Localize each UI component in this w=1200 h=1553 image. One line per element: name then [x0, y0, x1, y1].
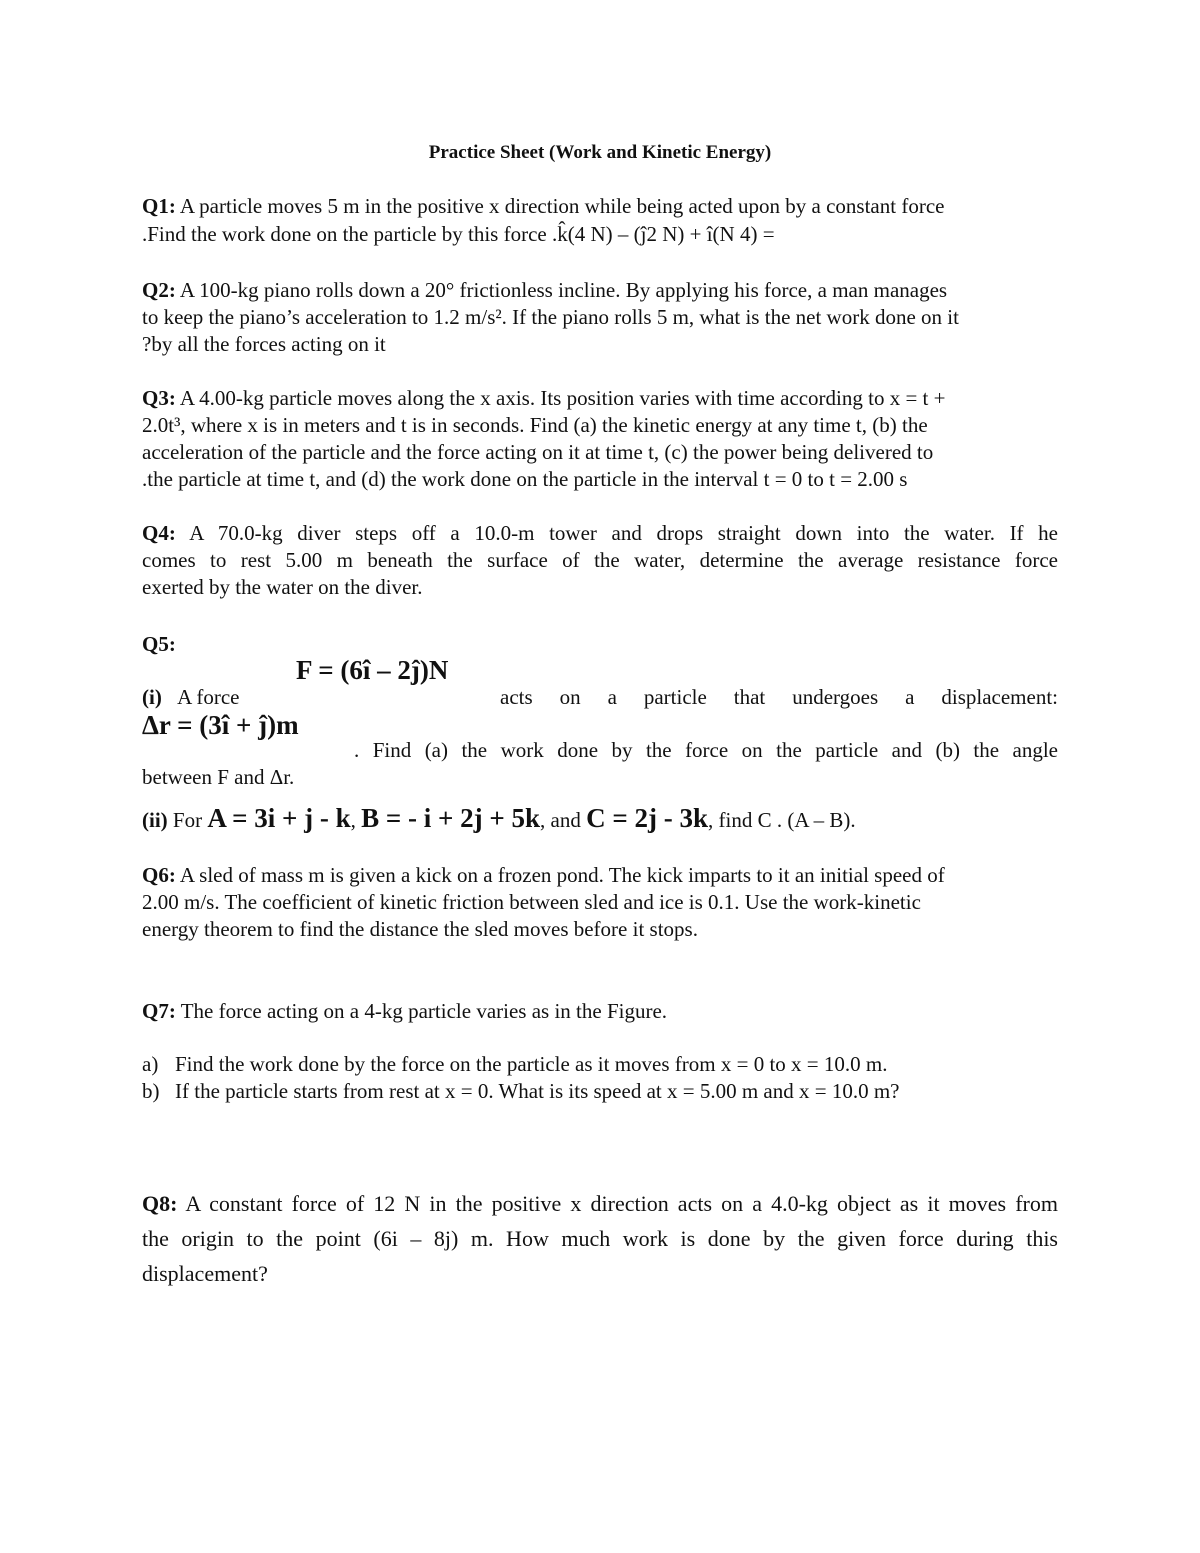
q3-text-2: 2.0t³, where x is in meters and t is in seconds. Find (a) the kinetic energy at any time t, (b) the — [142, 413, 928, 437]
q7-intro: The force acting on a 4-kg particle varies as in the Figure. — [180, 999, 668, 1023]
page-title: Practice Sheet (Work and Kinetic Energy) — [428, 142, 772, 163]
q5-part-i-text-2: acts on a particle that undergoes a displacement: — [500, 685, 1058, 709]
q1-line-1 — [142, 193, 1058, 220]
q3-text-3: acceleration of the particle and the force acting on it at time t, (c) the power being delivered to — [142, 440, 934, 464]
vector-a-equation: A = 3i + j - k — [207, 803, 351, 833]
q4-line-1 — [142, 520, 1058, 547]
q6-line-1 — [142, 862, 1058, 889]
q5-part-i-text-4: between F and Δr. — [142, 765, 295, 789]
q3-line-4 — [142, 466, 1058, 493]
q7-a-text: Find the work done by the force on the particle as it moves from x = 0 to x = 10.0 m. — [175, 1052, 888, 1076]
q6-line-3 — [142, 916, 1058, 943]
q8-line-3 — [142, 1256, 1058, 1291]
displacement-equation: Δr = (3î + ĵ)m — [142, 710, 299, 740]
q3-line-3 — [142, 439, 1058, 466]
q1-label: Q1: — [142, 194, 176, 218]
q5-part-i-label: (i) — [142, 685, 162, 709]
q3-label: Q3: — [142, 386, 176, 410]
q3-line-1 — [142, 385, 1058, 412]
q5-part-i-text-3: . Find (a) the work done by the force on the particle and (b) the angle — [354, 738, 1058, 762]
q5-part-ii-for: For — [172, 808, 203, 832]
q8-text-2: the origin to the point (6i – 8j) m. How much work is done by the given force during this — [142, 1226, 1058, 1251]
q4-line-3 — [142, 574, 1058, 601]
q2-line-1 — [142, 277, 1058, 304]
q5-part-i-line-2 — [354, 737, 1058, 764]
q4-line-2 — [142, 547, 1058, 574]
q8-line-1 — [142, 1186, 1058, 1221]
q2-text-1: A 100-kg piano rolls down a 20° frictionless incline. By applying his force, a man manages — [179, 278, 948, 302]
q5-part-i-text-1: A force — [177, 685, 240, 709]
q6-text-1: A sled of mass m is given a kick on a frozen pond. The kick imparts to it an initial speed of — [179, 863, 945, 887]
q5-part-ii-find: find C . (A – B). — [718, 808, 856, 832]
q5-part-ii-and: and — [550, 808, 581, 832]
q5-part-i-line-1b — [500, 684, 1058, 711]
q7-b-text: If the particle starts from rest at x = 0. What is its speed at x = 5.00 m and x = 10.0 m? — [175, 1079, 900, 1103]
q8-label: Q8: — [142, 1191, 178, 1216]
q2-text-2: to keep the piano’s acceleration to 1.2 m/s². If the piano rolls 5 m, what is the net work done on it — [142, 305, 959, 329]
q7-b-label: b) — [142, 1079, 160, 1103]
q1-text-1: A particle moves 5 m in the positive x direction while being acted upon by a constant force — [179, 194, 945, 218]
q3-text-4: .the particle at time t, and (d) the work done on the particle in the interval t = 0 to t = 2.00 s — [142, 467, 908, 491]
vector-c-equation: C = 2j - 3k — [586, 803, 709, 833]
q5-label: Q5: — [142, 632, 176, 656]
q3-text-1: A 4.00-kg particle moves along the x axis. Its position varies with time according to x = t + — [179, 386, 946, 410]
q7-a-label: a) — [142, 1052, 159, 1076]
q7-label: Q7: — [142, 999, 176, 1023]
q8-text-3: displacement? — [142, 1261, 268, 1286]
q2-text-3: ?by all the forces acting on it — [142, 332, 386, 356]
q2-line-2 — [142, 304, 1058, 331]
q1-line-2 — [142, 221, 1058, 248]
q5-line-label — [142, 631, 1058, 658]
q1-text-2: .Find the work done on the particle by this force .k̂(4 N) – (ĵ2 N) + î(N 4) = — [142, 222, 775, 246]
q2-label: Q2: — [142, 278, 176, 302]
q7-item-a — [142, 1051, 1058, 1078]
q6-line-2 — [142, 889, 1058, 916]
vector-b-equation: B = - i + 2j + 5k — [361, 803, 541, 833]
q4-label: Q4: — [142, 521, 176, 545]
q6-text-2: 2.00 m/s. The coefficient of kinetic friction between sled and ice is 0.1. Use the work-kinetic — [142, 890, 921, 914]
q6-text-3: energy theorem to find the distance the sled moves before it stops. — [142, 917, 698, 941]
q6-label: Q6: — [142, 863, 176, 887]
q7-item-b — [142, 1078, 1058, 1105]
q8-line-2 — [142, 1221, 1058, 1256]
q4-text-2: comes to rest 5.00 m beneath the surface of the water, determine the average resistance force — [142, 548, 1058, 572]
q3-line-2 — [142, 412, 1058, 439]
force-equation: F = (6î – 2ĵ)N — [296, 655, 449, 685]
q7-line-intro — [142, 998, 1058, 1025]
q8-text-1: A constant force of 12 N in the positive x direction acts on a 4.0-kg object as it moves from — [185, 1191, 1058, 1216]
q5-part-i-line-3 — [142, 764, 1058, 791]
q2-line-3 — [142, 331, 1058, 358]
q5-part-ii-label: (ii) — [142, 808, 168, 832]
q4-text-1: A 70.0-kg diver steps off a 10.0-m tower and drops straight down into the water. If he — [189, 521, 1058, 545]
q5-part-ii-line: (ii) For A = 3i + j - k, B = - i + 2j + 5k, and C = 2j - 3k, find C . (A – B). — [142, 803, 856, 833]
q4-text-3: exerted by the water on the diver. — [142, 575, 423, 599]
